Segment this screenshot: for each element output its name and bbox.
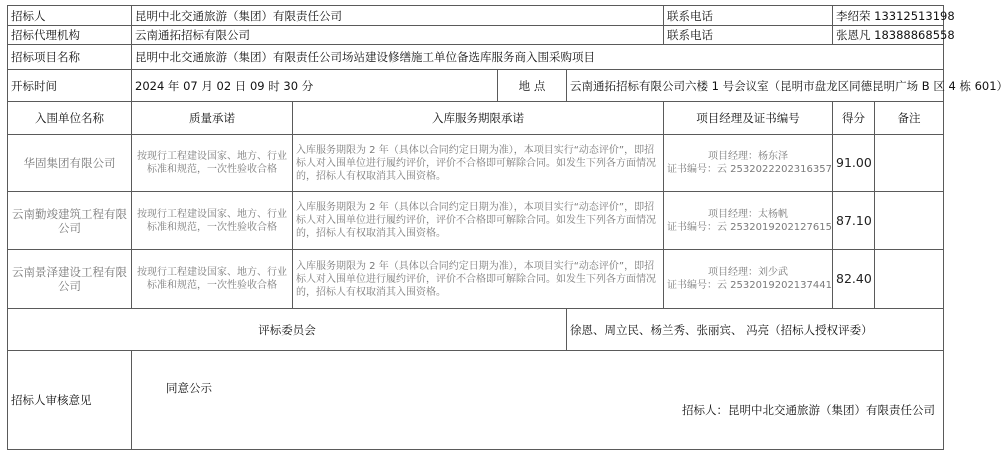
- remark: [875, 192, 944, 250]
- manager-cell: [664, 192, 833, 250]
- score: 91.00: [833, 135, 875, 192]
- project-row: [8, 45, 944, 70]
- manager-name: 项目经理：杨东泽: [708, 151, 788, 162]
- review-signer: 招标人：昆明中北交通旅游（集团）有限责任公司: [682, 403, 936, 417]
- unit-name: 华固集团有限公司: [8, 135, 132, 192]
- contact-label-2: 联系电话: [664, 26, 833, 45]
- open-time-value: 2024 年 07 月 02 日 09 时 30 分: [132, 70, 498, 102]
- tenderer-value: 昆明中北交通旅游（集团）有限责任公司: [132, 6, 664, 26]
- review-cell: [132, 351, 944, 450]
- table-row: [8, 250, 944, 309]
- project-label: 招标项目名称: [8, 45, 132, 70]
- review-opinion: 同意公示: [166, 381, 212, 395]
- unit-name: 云南勤竣建筑工程有限公司: [8, 192, 132, 250]
- location-label: 地 点: [498, 70, 567, 102]
- manager-cert: 证书编号：云 2532019202127615: [667, 221, 832, 233]
- bid-result-table: [7, 5, 1008, 450]
- manager-cert: 证书编号：云 2532019202137441: [667, 280, 832, 291]
- open-time-label: 开标时间: [8, 70, 132, 102]
- quality-commitment: 按现行工程建设国家、地方、行业标准和规范，一次性验收合格: [132, 135, 293, 192]
- location-value: 云南通拓招标有限公司六楼 1 号会议室（昆明市盘龙区同德昆明广场 B 区 4 栋 601）: [567, 70, 944, 102]
- unit-name: 云南景泽建设工程有限公司: [8, 250, 132, 309]
- period-commitment: 入库服务期限为 2 年（具体以合同约定日期为准），本项目实行“动态评价”，即招标人对入围单位进行履约评价，评价不合格即可解除合同。如发生下列各方面情况的，招标人有权取消其入围资格。: [293, 135, 664, 192]
- open-time-row: [8, 70, 944, 102]
- col-header-quality: 质量承诺: [132, 102, 293, 135]
- col-header-remark: 备注: [875, 102, 944, 135]
- remark: [875, 135, 944, 192]
- col-header-manager: 项目经理及证书编号: [664, 102, 833, 135]
- agency-row: [8, 26, 944, 45]
- col-header-period: 入库服务期限承诺: [293, 102, 664, 135]
- agency-label: 招标代理机构: [8, 26, 132, 45]
- quality-commitment: 按现行工程建设国家、地方、行业标准和规范，一次性验收合格: [132, 192, 293, 250]
- tenderer-label: 招标人: [8, 6, 132, 26]
- manager-cert: 证书编号：云 2532022202316357: [667, 164, 832, 175]
- quality-commitment: 按现行工程建设国家、地方、行业标准和规范，一次性验收合格: [132, 250, 293, 309]
- col-header-unit: 入围单位名称: [8, 102, 132, 135]
- column-header-row: [8, 102, 944, 135]
- review-row: [8, 351, 944, 450]
- project-value: 昆明中北交通旅游（集团）有限责任公司场站建设修缮施工单位备选库服务商入围采购项目: [132, 45, 944, 70]
- manager-name: 项目经理：刘少武: [708, 267, 788, 278]
- committee-label: 评标委员会: [8, 309, 567, 351]
- contact-label-1: 联系电话: [664, 6, 833, 26]
- table-row: [8, 135, 944, 192]
- table-row: [8, 192, 944, 250]
- review-label: 招标人审核意见: [8, 351, 132, 450]
- manager-name: 项目经理：太杨帆: [708, 208, 788, 220]
- committee-row: [8, 309, 944, 351]
- remark: [875, 250, 944, 309]
- period-commitment: 入库服务期限为 2 年（具体以合同约定日期为准），本项目实行“动态评价”，即招标人对入围单位进行履约评价，评价不合格即可解除合同。如发生下列各方面情况的，招标人有权取消其入围资格。: [293, 250, 664, 309]
- period-commitment: 入库服务期限为 2 年（具体以合同约定日期为准），本项目实行“动态评价”，即招标人对入围单位进行履约评价，评价不合格即可解除合同。如发生下列各方面情况的，招标人有权取消其入围资格。: [293, 192, 664, 250]
- manager-cell: [664, 250, 833, 309]
- tenderer-row: [8, 6, 944, 26]
- contact-value-2: 张恩凡 18388868558: [833, 26, 944, 45]
- agency-value: 云南通拓招标有限公司: [132, 26, 664, 45]
- contact-value-1: 李绍荣 13312513198: [833, 6, 944, 26]
- score: 82.40: [833, 250, 875, 309]
- col-header-score: 得分: [833, 102, 875, 135]
- manager-cell: [664, 135, 833, 192]
- committee-members: 徐恩、周立民、杨兰秀、张丽宾、 冯亮（招标人授权评委）: [567, 309, 944, 351]
- score: 87.10: [833, 192, 875, 250]
